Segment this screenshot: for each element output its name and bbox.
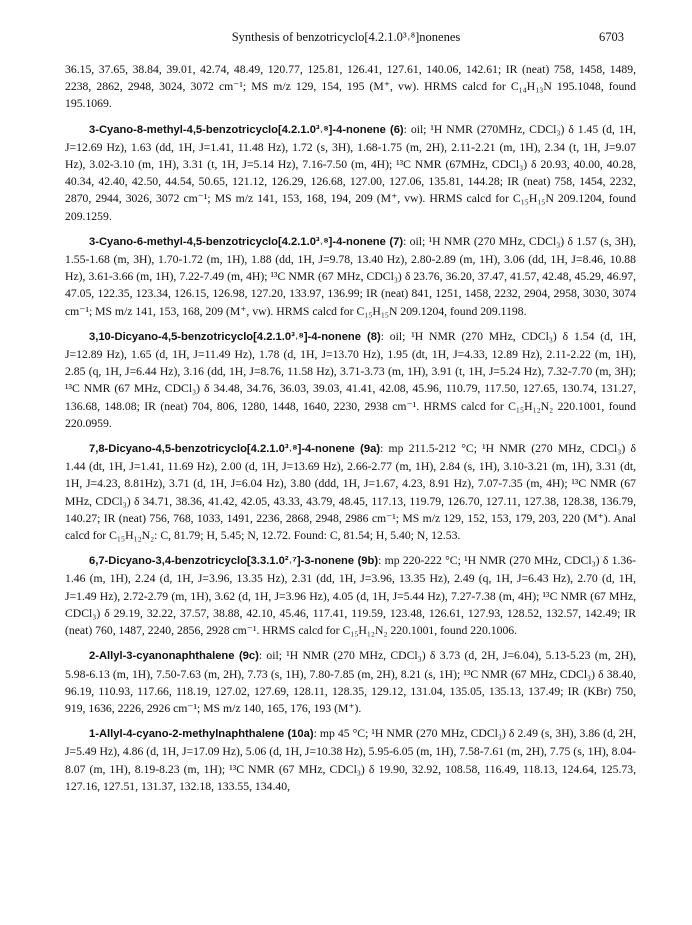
compound-entry: [65, 440, 636, 544]
compound-entry: [65, 552, 636, 639]
compound-name: 3,10-Dicyano-4,5-benzotricyclo[4.2.1.0³˒⁸]-4-nonene (8): [89, 330, 381, 343]
compound-data: : oil; ¹H NMR (270 MHz, CDCl₃) δ 3.73 (d, 2H, J=6.04), 5.13-5.23 (m, 2H), 5.98-6.13 (m, 1H), 7.50-7.63 (m, 2H), 7.73 (s, 1H), 7.80-7.85 (m, 2H), 8.21 (s, 1H); ¹³C NMR (67 MHz, CDCl₃) δ 38.40, 96.19, 110.93, 117.66, 118.19, 127.02, 127.69, 128.11, 128.35, 129.12, 131.04, 135.05, 135.13, 137.49; IR (KBr) 750, 919, 1636, 2226, 2926 cm⁻¹; MS m/z 140, 165, 176, 193 (M⁺).: [65, 649, 637, 715]
compound-entry: [65, 725, 636, 795]
compound-name: 1-Allyl-4-cyano-2-methylnaphthalene (10a): [89, 728, 314, 741]
compound-entry: [65, 328, 636, 432]
compound-name: 3-Cyano-6-methyl-4,5-benzotricyclo[4.2.1.0³˒⁸]-4-nonene (7): [89, 235, 404, 248]
compound-name: 7,8-Dicyano-4,5-benzotricyclo[4.2.1.0³˒⁸]-4-nonene (9a): [89, 443, 381, 456]
compound-data: : oil; ¹H NMR (270 MHz, CDCl₃) δ 1.54 (d, 1H, J=12.89 Hz), 1.65 (d, 1H, J=11.49 Hz), 1.78 (d, 1H, J=13.70 Hz), 1.95 (dt, 1H, J=4.33, 12.89 Hz), 2.11-2.22 (m, 1H), 2.85 (q, 1H, J=6.44 Hz), 3.16 (dd, 1H, J=8.76, 11.58 Hz), 3.71-3.73 (m, 1H), 3.91 (t, 1H, J=5.24 Hz), 7.32-7.70 (m, 3H); ¹³C NMR (67 MHz, CDCl₃) δ 34.48, 34.76, 36.03, 39.03, 41.41, 42.08, 45.96, 110.79, 117.50, 127.65, 130.74, 131.27, 136.68, 148.08; IR (neat) 704, 806, 1280, 1448, 1640, 2230, 2938 cm⁻¹. HRMS calcd for C₁₅H₁₂N₂ 220.1001, found 220.0959.: [65, 329, 636, 430]
compound-name: 3-Cyano-8-methyl-4,5-benzotricyclo[4.2.1.0³˒⁸]-4-nonene (6): [89, 123, 404, 136]
compound-entry: [65, 647, 636, 717]
compound-data: : oil; ¹H NMR (270MHz, CDCl₃) δ 1.45 (d, 1H, J=12.69 Hz), 1.63 (dd, 1H, J=1.41, 11.48 Hz), 1.72 (s, 3H), 1.68-1.75 (m, 2H), 2.11-2.21 (m, 1H), 2.34 (t, 1H, J=9.07 Hz), 3.02-3.10 (m, 1H), 3.31 (t, 1H, J=5.14 Hz), 7.16-7.50 (m, 4H); ¹³C NMR (67MHz, CDCl₃) δ 20.93, 40.00, 40.28, 40.34, 42.40, 42.50, 44.54, 50.65, 121.12, 126.29, 126.68, 127.00, 127.06, 135.81, 144.28; IR (neat) 758, 1454, 2232, 2870, 2944, 3026, 3072 cm⁻¹; MS m/z 141, 153, 168, 194, 209 (M⁺, vw). HRMS calcd for C₁₅H₁₅N 209.1204, found 209.1259.: [65, 122, 637, 223]
compound-name: 6,7-Dicyano-3,4-benzotricyclo[3.3.1.0²˒⁷]-3-nonene (9b): [89, 555, 379, 568]
compound-data: : mp 220-222 °C; ¹H NMR (270 MHz, CDCl₃) δ 1.36-1.46 (m, 1H), 2.24 (d, 1H, J=3.96, 13.35 Hz), 2.31 (dd, 1H, J=3.96, 13.35 Hz), 2.49 (q, 1H, J=6.43 Hz), 2.70 (d, 1H, J=1.49 Hz), 2.72-2.79 (m, 1H), 3.62 (d, 1H, J=3.96 Hz), 4.05 (d, 1H, J=5.44 Hz), 7.27-7.38 (m, 4H); ¹³C NMR (67 MHz, CDCl₃) δ 29.19, 32.22, 37.57, 38.88, 42.10, 45.46, 117.41, 119.59, 123.48, 126.61, 127.93, 128.52, 132.57, 142.49; IR (neat) 760, 1487, 2240, 2856, 2928 cm⁻¹. HRMS calcd for C₁₅H₁₂N₂ 220.1001, found 220.1006.: [65, 554, 636, 638]
compound-data: : mp 45 °C; ¹H NMR (270 MHz, CDCl₃) δ 2.49 (s, 3H), 3.86 (d, 2H, J=5.49 Hz), 4.86 (d, 1H, J=17.09 Hz), 5.06 (d, 1H, J=10.38 Hz), 5.95-6.05 (m, 1H), 7.58-7.61 (m, 2H), 7.75 (s, 1H), 8.04-8.07 (m, 1H), 8.19-8.23 (m, 1H); ¹³C NMR (67 MHz, CDCl₃) δ 19.90, 32.92, 108.58, 116.49, 118.13, 124.64, 125.73, 127.16, 127.51, 131.37, 132.18, 133.55, 134.40,: [65, 727, 636, 793]
body-text: [65, 61, 636, 803]
running-header: [0, 30, 692, 48]
running-title: Synthesis of benzotricyclo[4.2.1.0³˒⁸]nonenes: [231, 30, 461, 44]
compound-entry: [65, 121, 636, 225]
paragraph-text: 36.15, 37.65, 38.84, 39.01, 42.74, 48.49, 120.77, 125.81, 126.41, 127.61, 140.06, 142.61; IR (neat) 758, 1458, 1489, 2238, 2862, 2948, 3024, 3072 cm⁻¹; MS m/z 129, 154, 195 (M⁺, vw). HRMS calcd for C₁₄H₁₃N 195.1048, found 195.1069.: [65, 63, 636, 111]
paragraph-continuation: [65, 61, 636, 113]
compound-entry: [65, 233, 636, 320]
compound-data: : oil; ¹H NMR (270 MHz, CDCl₃) δ 1.57 (s, 3H), 1.55-1.68 (m, 3H), 1.70-1.72 (m, 1H), 1.88 (dd, 1H, J=9.78, 13.40 Hz), 2.80-2.89 (m, 1H), 3.06 (dd, 1H, J=8.46, 10.88 Hz), 3.61-3.66 (m, 1H), 7.22-7.49 (m, 4H); ¹³C NMR (67 MHz, CDCl₃) δ 23.76, 36.20, 37.47, 41.57, 42.48, 45.29, 46.97, 47.05, 122.35, 123.34, 126.15, 126.98, 127.20, 133.97, 136.99; IR (neat) 841, 1251, 1458, 2232, 2904, 2958, 3030, 3074 cm⁻¹; MS m/z 141, 153, 168, 209 (M⁺, vw). HRMS calcd for C₁₅H₁₅N 209.1204, found 209.1198.: [65, 234, 637, 318]
page-number: 6703: [599, 30, 624, 44]
compound-name: 2-Allyl-3-cyanonaphthalene (9c): [89, 650, 259, 663]
compound-data: : mp 211.5-212 °C; ¹H NMR (270 MHz, CDCl₃) δ 1.44 (dt, 1H, J=1.41, 11.69 Hz), 2.00 (d, 1H, J=13.69 Hz), 2.66-2.77 (m, 1H), 2.84 (s, 1H), 3.10-3.21 (m, 1H), 3.31 (dt, 1H, J=4.23, 8.81Hz), 3.71 (d, 1H, J=6.04 Hz), 3.80 (ddd, 1H, J=1.67, 4.23, 8.91 Hz), 7.07-7.35 (m, 4H); ¹³C NMR (67 MHz, CDCl₃) δ 34.71, 38.36, 41.42, 42.05, 43.33, 43.79, 48.45, 117.13, 119.79, 126.70, 127.11, 127.38, 128.38, 136.79, 140.27; IR (neat) 756, 768, 1033, 1491, 2236, 2868, 2948, 2986 cm⁻¹; MS m/z 129, 152, 153, 179, 203, 220 (M⁺). Anal calcd for C₁₅H₁₂N₂: C, 81.79; H, 5.45; N, 12.72. Found: C, 81.54; H, 5.40; N, 12.53.: [65, 442, 636, 543]
